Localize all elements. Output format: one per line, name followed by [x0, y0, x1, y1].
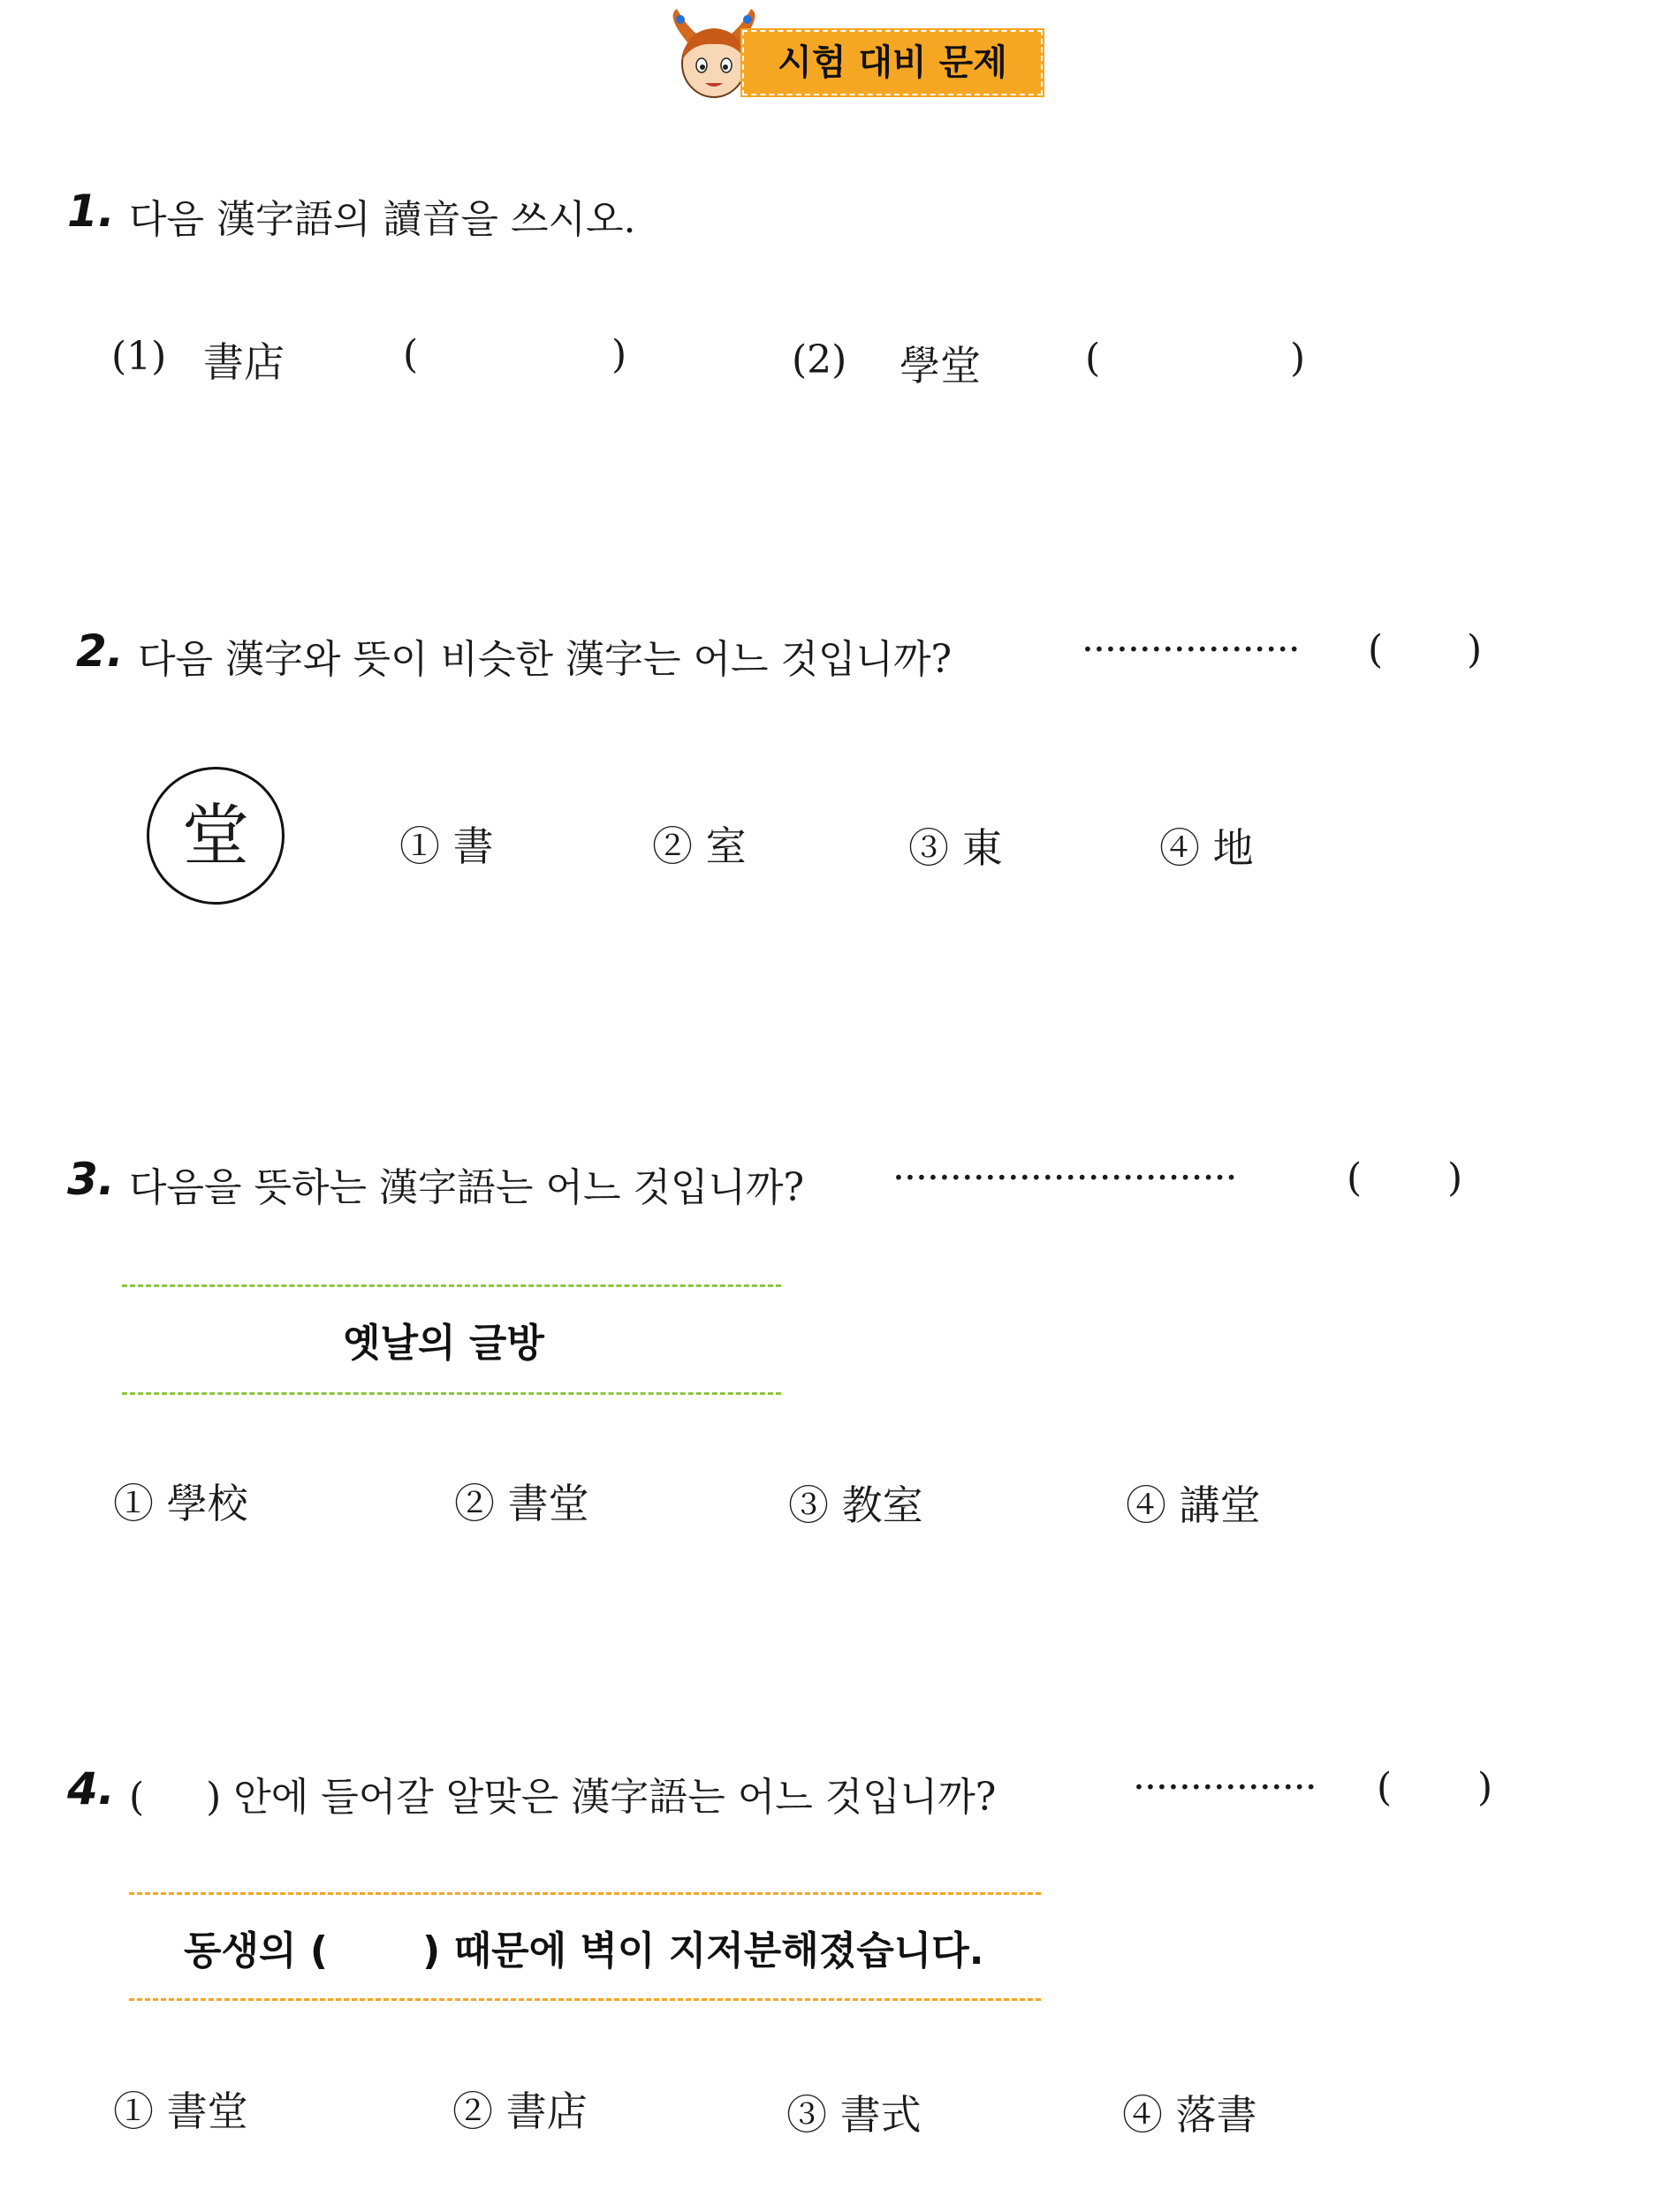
q2-option-1[interactable]: ① 書 [399, 822, 494, 870]
q2-number: 2. [76, 625, 124, 677]
q3-option-1[interactable]: ① 學校 [113, 1480, 248, 1527]
header-badge [661, 7, 1050, 104]
q1-item1-answer-blank[interactable] [433, 323, 601, 376]
q2-leader-dots: ··················· [1082, 627, 1300, 672]
q3-answer-open: ( [1347, 1155, 1363, 1201]
q3-option-2[interactable]: ② 書堂 [454, 1480, 589, 1527]
q3-text: 다음을 뜻하는 漢字語는 어느 것입니까? [129, 1165, 805, 1210]
q2-option-2[interactable]: ② 室 [652, 822, 747, 870]
q4-box-top-rule [129, 1892, 1041, 1895]
q3-answer-blank[interactable] [1368, 1148, 1444, 1201]
q2-option-4[interactable]: ④ 地 [1159, 824, 1254, 872]
q4-answer-close: ) [1477, 1765, 1493, 1810]
q3-box-top-rule [122, 1284, 781, 1287]
q3-option-3[interactable]: ③ 教室 [788, 1481, 923, 1529]
q4-option-3[interactable]: ③ 書式 [786, 2091, 922, 2139]
q3-box-bottom-rule [122, 1392, 781, 1395]
q3-answer-close: ) [1447, 1155, 1463, 1201]
q3-number: 3. [67, 1154, 115, 1205]
q3-option-4[interactable]: ④ 講堂 [1126, 1481, 1261, 1529]
q4-text: ( ) 안에 들어갈 알맞은 漢字語는 어느 것입니까? [129, 1775, 997, 1820]
q4-option-4[interactable]: ④ 落書 [1122, 2091, 1257, 2139]
q3-box-text: 옛날의 글방 [343, 1321, 544, 1366]
q1-item1-open: ( [403, 332, 419, 377]
q4-answer-blank[interactable] [1398, 1758, 1474, 1811]
q2-answer-open: ( [1368, 627, 1384, 672]
q2-text: 다음 漢字와 뜻이 비슷한 漢字는 어느 것입니까? [138, 637, 953, 682]
q4-box-bottom-rule [129, 1998, 1041, 2001]
q2-answer-close: ) [1467, 627, 1483, 672]
q1-item1-word: 書店 [203, 338, 285, 386]
q1-item2-answer-blank[interactable] [1115, 327, 1283, 380]
q4-option-1[interactable]: ① 書堂 [113, 2087, 248, 2135]
q4-number: 4. [67, 1763, 115, 1814]
q1-item2-close: ) [1290, 336, 1306, 381]
q2-option-3[interactable]: ③ 東 [908, 824, 1003, 872]
q1-item2-label: (2) [792, 337, 847, 383]
q4-box-text: 동생의 ( ) 때문에 벽이 지저분해졌습니다. [184, 1928, 984, 1973]
q1-number: 1. [67, 186, 115, 237]
q1-text: 다음 漢字語의 讀音을 쓰시오. [129, 197, 636, 242]
q1-item2-open: ( [1085, 336, 1101, 381]
q3-leader-dots: ······························ [892, 1155, 1237, 1201]
q4-answer-open: ( [1377, 1765, 1393, 1810]
q1-item1-label: (1) [111, 334, 167, 379]
q2-answer-blank[interactable] [1389, 620, 1465, 673]
header-title: 시험 대비 문제 [778, 42, 1007, 83]
q4-option-2[interactable]: ② 書店 [452, 2087, 588, 2135]
q4-leader-dots: ················ [1133, 1765, 1317, 1810]
q2-target-character: 堂 [147, 767, 285, 905]
q1-item2-word: 學堂 [900, 342, 981, 390]
q1-item1-close: ) [611, 332, 627, 377]
